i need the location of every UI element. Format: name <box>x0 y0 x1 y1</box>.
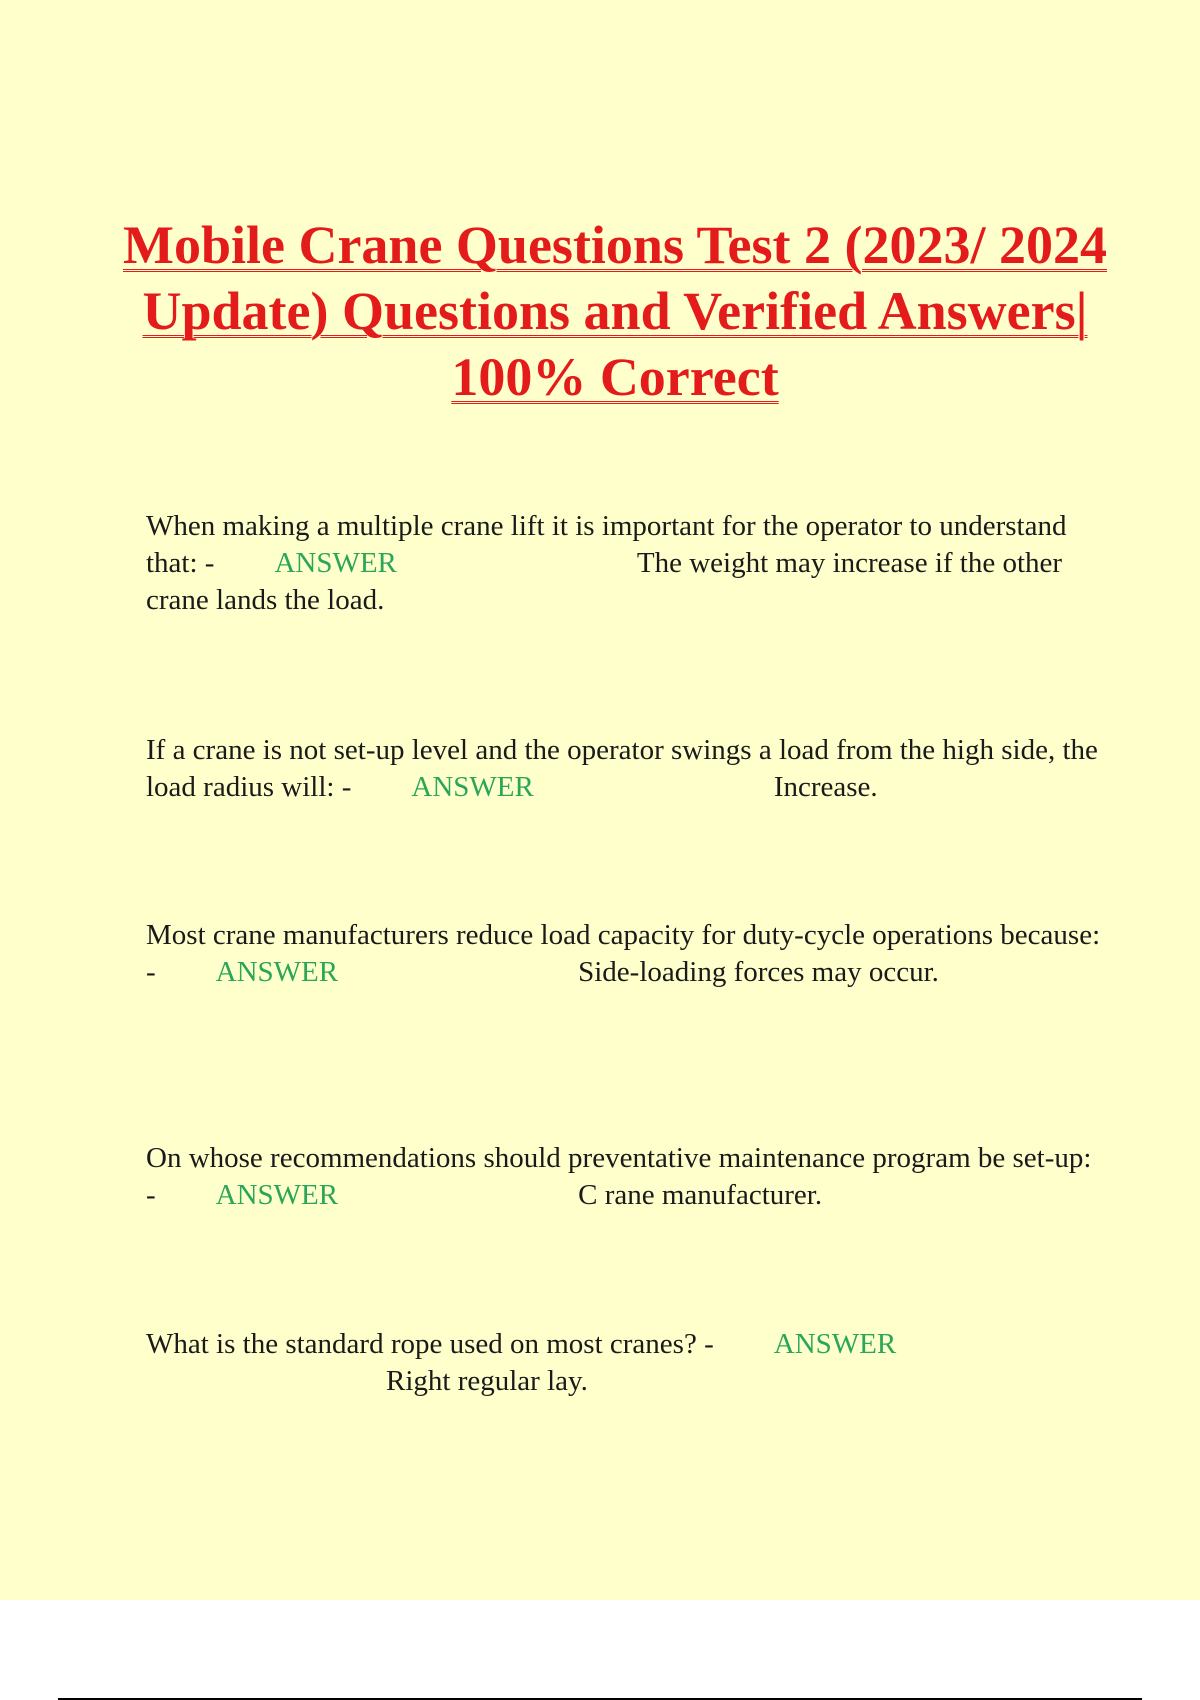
qa-item-5 <box>146 1326 1106 1400</box>
answer-text: Side-loading forces may occur. <box>578 956 939 988</box>
question-text: Most crane manufacturers reduce load capacity for duty-cycle operations because: - <box>146 919 1101 988</box>
answer-label: ANSWER <box>215 1179 339 1211</box>
answer-text: The weight may increase if the other crane lands the load. <box>146 547 1063 616</box>
document-title: Mobile Crane Questions Test 2 (2023/ 2024 Update) Questions and Verified Answers| 100% Correct <box>122 215 1108 407</box>
question-text: On whose recommendations should preventative maintenance program be set-up: - <box>146 1142 1092 1211</box>
qa-item-2 <box>146 732 1106 806</box>
qa-item-3 <box>146 917 1106 991</box>
qa-item-1 <box>146 508 1106 619</box>
answer-text: Right regular lay. <box>386 1365 588 1397</box>
answer-label: ANSWER <box>215 956 339 988</box>
answer-label: ANSWER <box>773 1328 897 1360</box>
answer-label: ANSWER <box>411 771 534 803</box>
answer-text: Increase. <box>773 771 878 803</box>
question-text: If a crane is not set-up level and the operator swings a load from the high side, the load radius will: - <box>146 734 1098 803</box>
question-text: When making a multiple crane lift it is important for the operator to understand that: - <box>146 510 1067 579</box>
question-text: What is the standard rope used on most cranes? - <box>146 1328 714 1360</box>
qa-item-4 <box>146 1140 1106 1214</box>
answer-label: ANSWER <box>274 547 397 579</box>
answer-text: C rane manufacturer. <box>578 1179 823 1211</box>
